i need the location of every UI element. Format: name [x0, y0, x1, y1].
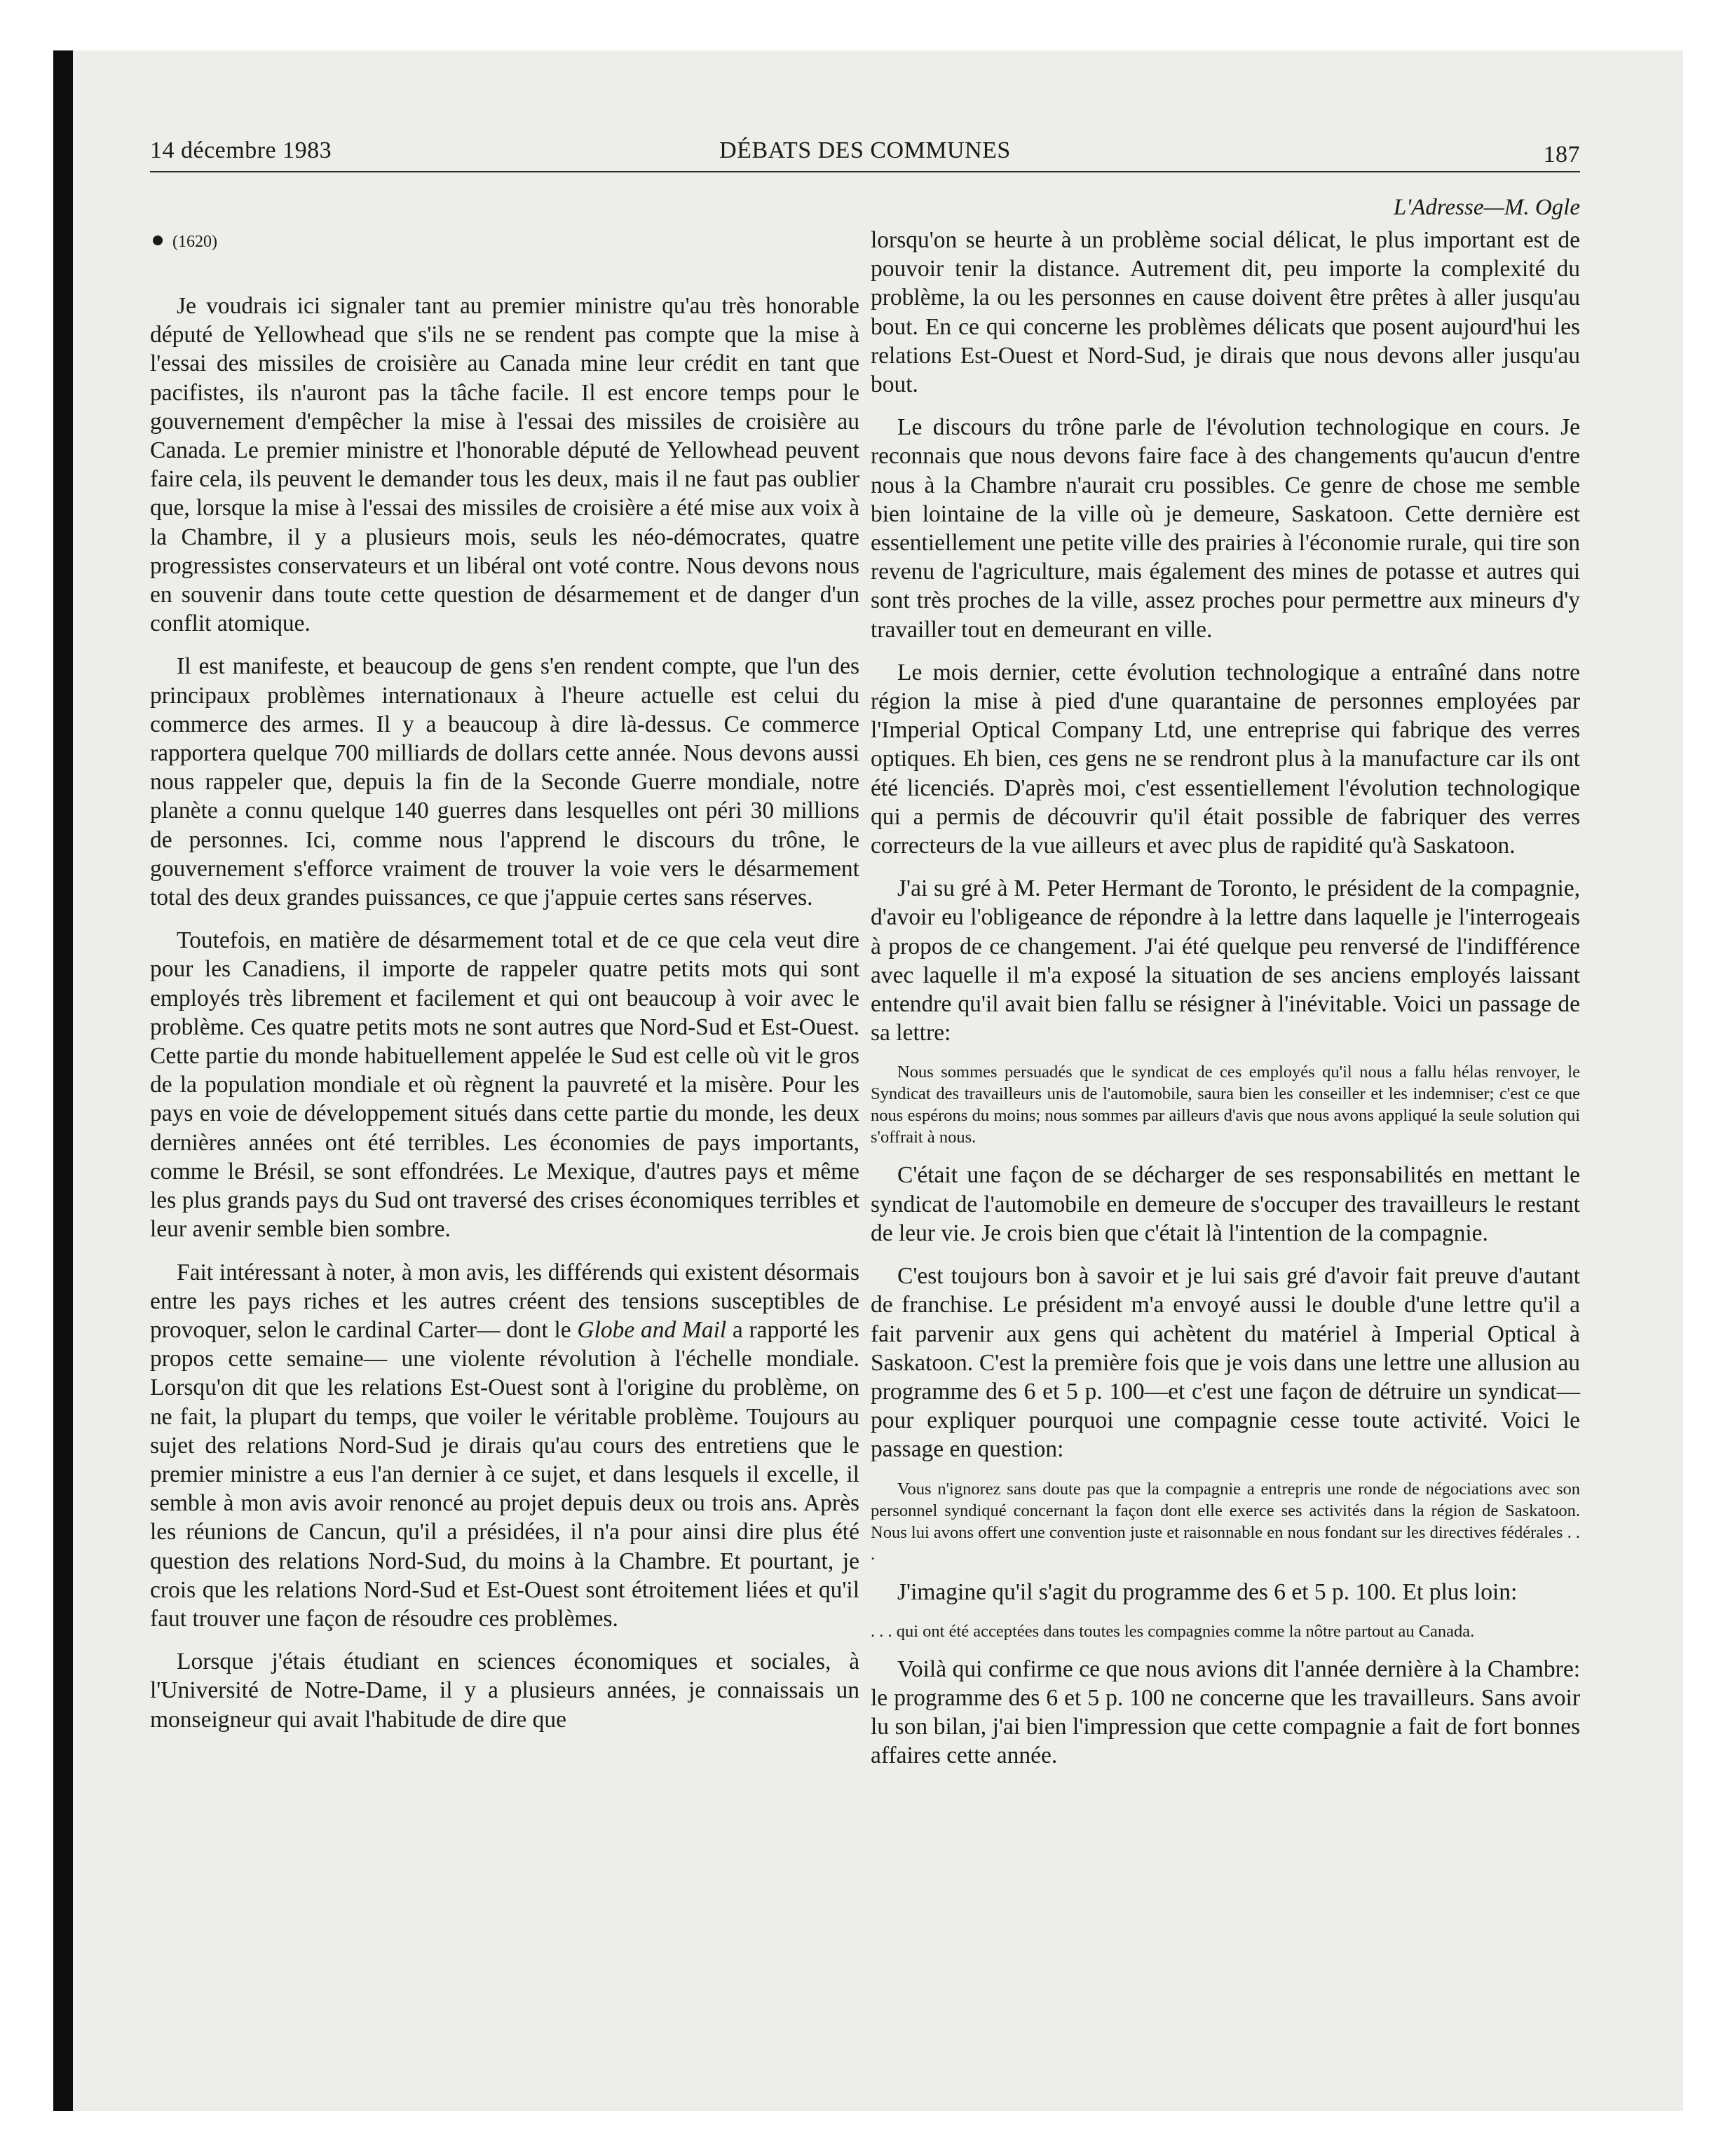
- paragraph: Toutefois, en matière de désarmement total et de ce que cela veut dire pour les Canadiens, il importe de rappeler quatre petits mots qui sont employés très librement et facilement et qui ont beaucoup à voir avec le problème. Ces quatre petits mots ne sont autres que Nord-Sud et Est-Ouest. Cette partie du monde habituellement appelée le Sud est celle où vit le gros de la population mondiale et où règnent la pauvreté et la misère. Pour les pays en voie de développement situés dans cette partie du monde, les deux dernières années ont été terribles. Les économies de pays importants, comme le Brésil, se sont effondrées. Le Mexique, d'autres pays et même les plus grands pays du Sud ont traversé des crises économiques terribles et leur avenir semble bien sombre.: [150, 927, 859, 1243]
- bullet-icon: [153, 236, 163, 245]
- paragraph-text: Fait intéressant à noter, à mon avis, les différends qui existent désormais entre les pays riches et les autres créent des tensions susceptibles de provoquer, selon le cardinal Carter— dont le: [150, 1259, 859, 1343]
- letter-quote: Vous n'ignorez sans doute pas que la compagnie a entrepris une ronde de négociations avec son personnel syndiqué concernant la façon dont elle exerce ses activités dans la région de Saskatoon. Nous lui avons offert une convention juste et raisonnable en nous fondant sur les directives fédérales . . .: [871, 1479, 1580, 1564]
- paragraph-text: a rapporté les propos cette semaine— une violente révolution à l'échelle mondiale. Lorsqu'on dit que les relations Est-Ouest sont à l'origine du problème, on ne fait, la plupart du temps, que voiler le véritable problème. Toujours au sujet des relations Nord-Sud je dirais qu'au cours des entretiens que le premier ministre a eus l'an dernier à ce sujet, et dans lesquels il excelle, il semble à mon avis avoir renoncé au projet depuis deux ou trois ans. Après les réunions de Cancun, qu'il a présidées, il n'a pour ainsi dire plus été question des relations Nord-Sud, du moins à la Chambre. Et pourtant, je crois que les relations Nord-Sud et Est-Ouest sont étroitement liées et qu'il faut trouver une façon de résoudre ces problèmes.: [150, 1316, 859, 1632]
- paragraph: C'est toujours bon à savoir et je lui sais gré d'avoir fait preuve d'autant de franchise. Le président m'a envoyé aussi le double d'une lettre qu'il a fait parvenir aux gens qui achètent du matériel à Imperial Optical à Saskatoon. C'est la première fois que je vois dans une lettre une allusion au programme des 6 et 5 p. 100—et c'est une façon de détruire un syndicat—pour expliquer pourquoi une compagnie cesse toute activité. Voici le passage en question:: [871, 1263, 1580, 1463]
- header-page-number: 187: [1543, 142, 1580, 168]
- paragraph: Le mois dernier, cette évolution technologique a entraîné dans notre région la mise à pied d'une quarantaine de personnes employées par l'Imperial Optical Company Ltd, une entreprise qui fabrique des verres optiques. Eh bien, ces gens ne se rendront plus à la manufacture car ils ont été licenciés. D'après moi, c'est essentiellement l'évolution technologique qui a permis de découvrir qu'il était possible de fabriquer des verres correcteurs de la vue ailleurs et avec plus de rapidité qu'à Saskatoon.: [871, 659, 1580, 859]
- paragraph: J'imagine qu'il s'agit du programme des 6 et 5 p. 100. Et plus loin:: [897, 1578, 1518, 1605]
- paragraph: Le discours du trône parle de l'évolution technologique en cours. Je reconnais que nous devons faire face à des changements qu'aucun d'entre nous à la Chambre n'aurait cru possibles. Ce genre de chose me semble bien lointaine de la ville où je demeure, Saskatoon. Cette dernière est essentiellement une petite ville des prairies à l'économie rurale, qui tire son revenu de l'agriculture, mais également des mines de potasse et autres qui sont très proches de la ville, assez proches pour permettre aux mineurs d'y travailler tout en demeurant en ville.: [871, 414, 1580, 643]
- right-column: [871, 226, 1580, 1785]
- paragraph: Lorsque j'étais étudiant en sciences économiques et sociales, à l'Université de Notre-Dame, il y a plusieurs années, je connaissais un monseigneur qui avait l'habitude de dire que: [150, 1649, 859, 1733]
- paragraph: Je voudrais ici signaler tant au premier ministre qu'au très honorable député de Yellowhead que s'ils ne se rendent pas compte que la mise à l'essai des missiles de croisière au Canada mine leur crédit en tant que pacifistes, ils n'auront pas la tâche facile. Il est encore temps pour le gouvernement d'empêcher la mise à l'essai des missiles de croisière au Canada. Le premier ministre et l'honorable député de Yellowhead peuvent faire cela, ils peuvent le demander tous les deux, mais il ne faut pas oublier que, lorsque la mise à l'essai des missiles de croisière a été mise aux voix à la Chambre, il y a plusieurs mois, seuls les néo-démocrates, quatre progressistes conservateurs et un libéral ont voté contre. Nous devons nous en souvenir dans toute cette question de désarmement et de danger d'un conflit atomique.: [150, 293, 859, 637]
- paragraph: C'était une façon de se décharger de ses responsabilités en mettant le syndicat de l'automobile en demeure de s'occuper des travailleurs le restant de leur vie. Je crois bien que c'était là l'intention de la compagnie.: [871, 1162, 1580, 1246]
- paragraph: [150, 1258, 859, 1634]
- paragraph-continuation: lorsqu'on se heurte à un problème social délicat, le plus important est de pouvoir tenir la distance. Autrement dit, peu importe la complexité du problème, la ou les personnes en cause doivent être prêtes à aller jusqu'au bout. En ce qui concerne les problèmes délicats que posent aujourd'hui les relations Est-Ouest et Nord-Sud, je dirais que nous devons aller jusqu'au bout.: [871, 227, 1580, 398]
- time-marker: [153, 231, 859, 252]
- paragraph: Voilà qui confirme ce que nous avions dit l'année dernière à la Chambre: le programme des 6 et 5 p. 100 ne concerne que les travailleurs. Sans avoir lu son bilan, j'ai bien l'impression que cette compagnie a fait de fort bonnes affaires cette année.: [871, 1656, 1580, 1769]
- binding-edge: [53, 50, 73, 2111]
- page-header: [150, 137, 1580, 174]
- letter-quote: Nous sommes persuadés que le syndicat de ces employés qu'il nous a fallu hélas renvoyer, le Syndicat des travailleurs unis de l'automobile, saura bien les conseiller et les indemniser; c'est ce que nous espérons du moins; nous sommes par ailleurs d'avis que nous avons appliqué la seule solution qui s'offrait à nous.: [871, 1063, 1580, 1147]
- letter-quote: . . . qui ont été acceptées dans toutes les compagnies comme la nôtre partout au Canada.: [871, 1621, 1475, 1641]
- header-date: 14 décembre 1983: [150, 137, 332, 163]
- header-publication: DÉBATS DES COMMUNES: [719, 137, 1011, 163]
- running-head: L'Adresse—M. Ogle: [1393, 195, 1580, 220]
- time-marker-text: (1620): [172, 233, 217, 251]
- header-rule: [150, 171, 1580, 172]
- newspaper-title: Globe and Mail: [577, 1316, 727, 1343]
- paragraph: J'ai su gré à M. Peter Hermant de Toronto, le président de la compagnie, d'avoir eu l'obligeance de répondre à la lettre dans laquelle je l'interrogeais à propos de ce changement. J'ai été quelque peu renversé de l'indifférence avec laquelle il m'a exposé la situation de ses anciens employés laissant entendre qu'il avait bien fallu se résigner à l'inévitable. Voici un passage de sa lettre:: [871, 875, 1580, 1046]
- left-column: [150, 226, 859, 1748]
- paragraph: Il est manifeste, et beaucoup de gens s'en rendent compte, que l'un des principaux problèmes internationaux à l'heure actuelle est celui du commerce des armes. Il y a beaucoup à dire là-dessus. Ce commerce rapportera quelque 700 milliards de dollars cette année. Nous devons aussi nous rappeler que, depuis la fin de la Seconde Guerre mondiale, notre planète a connu quelque 140 guerres dans lesquelles ont péri 30 millions de personnes. Ici, comme nous l'apprend le discours du trône, le gouvernement s'efforce vraiment de trouver la voie vers le désarmement total des deux grandes puissances, ce que j'appuie certes sans réserves.: [150, 653, 859, 911]
